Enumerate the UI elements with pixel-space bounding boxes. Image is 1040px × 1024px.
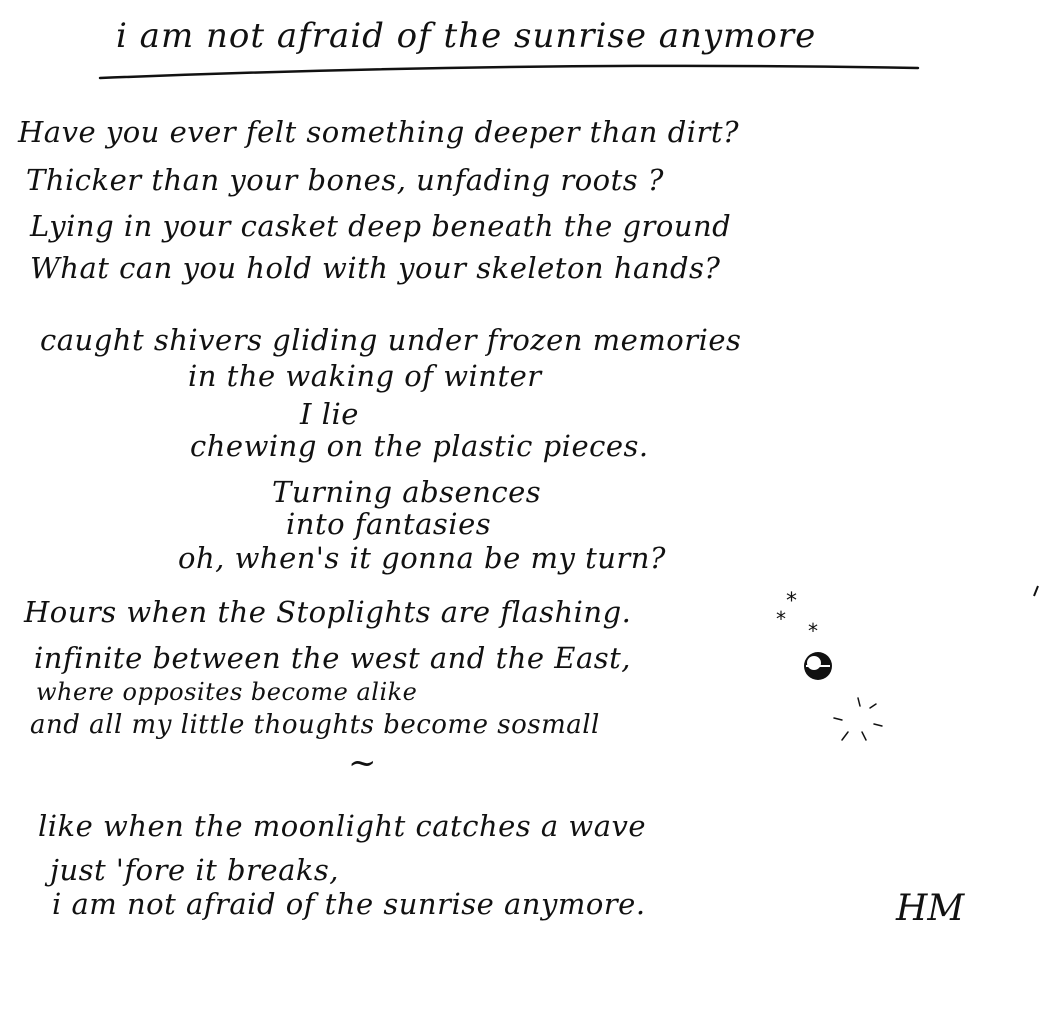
svg-text:*: *: [776, 607, 786, 631]
star-icon: [786, 590, 797, 614]
stanza3-line4: and all my little thoughts become sosmall: [30, 710, 600, 740]
doodle-decorations: [770, 590, 890, 750]
title-underline: [0, 0, 1040, 100]
stanza3-line2: infinite between the west and the East,: [34, 641, 631, 675]
moon-icon: [804, 652, 832, 680]
star-icon: [776, 607, 786, 631]
stanza1-line4: What can you hold with your skeleton hands?: [30, 251, 721, 285]
sparkle-icon: [834, 698, 882, 740]
stanza3-line3: where opposites become alike: [36, 678, 418, 706]
svg-text:*: *: [808, 619, 818, 643]
stanza2-line4: chewing on the plastic pieces.: [190, 429, 649, 463]
stanza4-line3: i am not afraid of the sunrise anymore.: [52, 887, 646, 921]
stray-mark: [1030, 584, 1040, 598]
stanza2-line5: Turning absences: [272, 475, 542, 509]
stanza4-line2: just 'fore it breaks,: [50, 853, 340, 887]
signature: HM: [896, 888, 965, 929]
stanza1-line3: Lying in your casket deep beneath the ground: [30, 209, 732, 243]
stanza3-line1: Hours when the Stoplights are flashing.: [24, 595, 632, 629]
stanza2-line7: oh, when's it gonna be my turn?: [178, 541, 666, 575]
stanza2-line3: I lie: [300, 397, 359, 431]
tilde-separator: ~: [348, 743, 377, 783]
stanza2-line6: into fantasies: [286, 507, 492, 541]
stanza2-line1: caught shivers gliding under frozen memories: [40, 323, 742, 357]
stanza1-line1: Have you ever felt something deeper than dirt?: [18, 115, 740, 149]
star-icon: [808, 619, 818, 643]
stanza4-line1: like when the moonlight catches a wave: [38, 809, 647, 843]
poem-title: i am not afraid of the sunrise anymore: [116, 16, 817, 56]
stanza1-line2: Thicker than your bones, unfading roots ?: [26, 163, 664, 197]
svg-text:*: *: [786, 590, 797, 614]
stanza2-line2: in the waking of winter: [188, 359, 542, 393]
